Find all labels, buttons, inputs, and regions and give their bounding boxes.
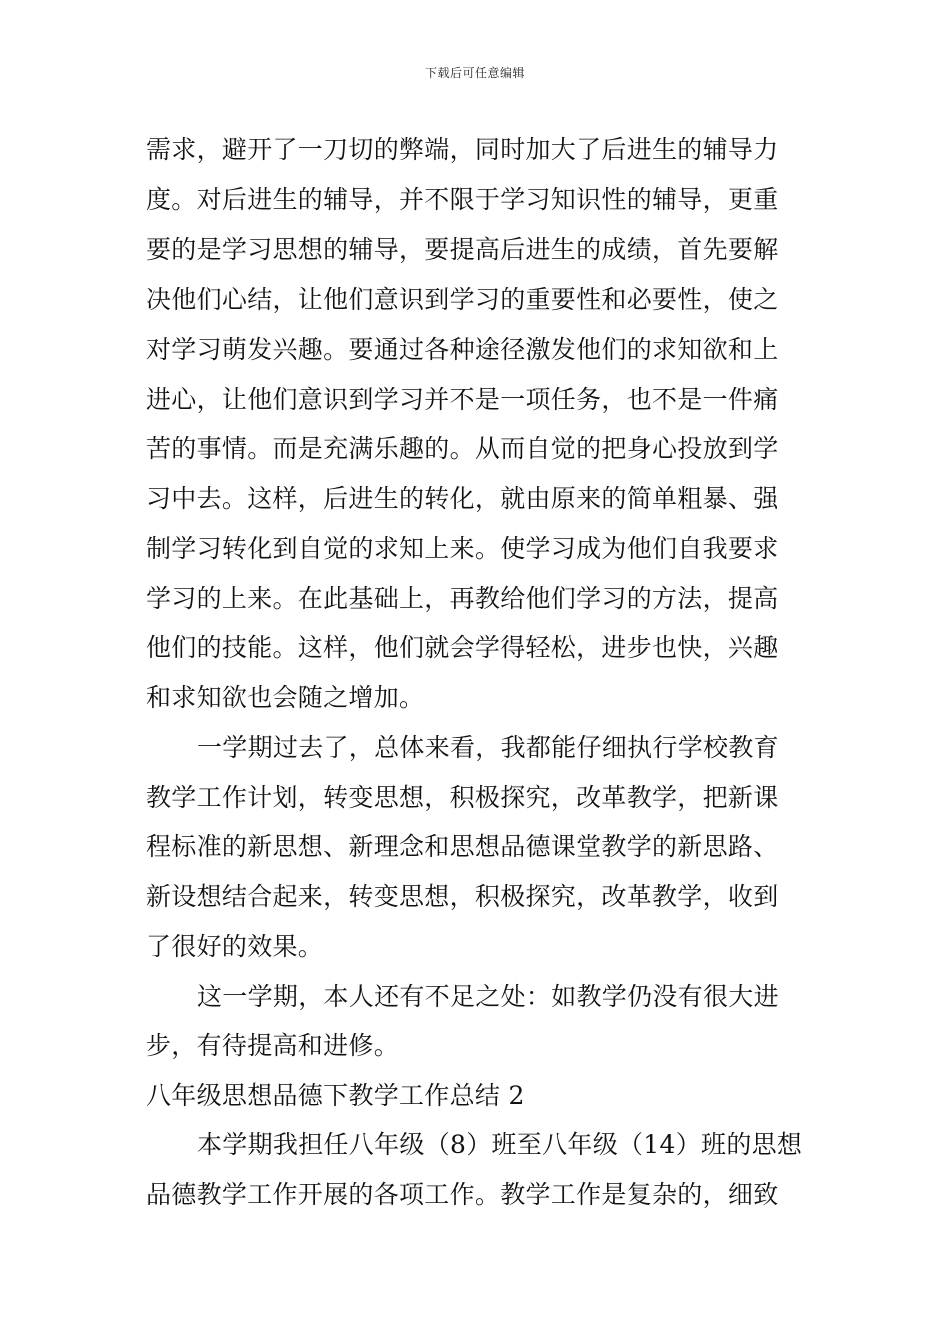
text-line: 品德教学工作开展的各项工作。教学工作是复杂的，细致 bbox=[146, 1180, 779, 1209]
text-line: 要的是学习思想的辅导，要提高后进生的成绩，首先要解 bbox=[146, 235, 779, 264]
section-heading: 八年级思想品德下教学工作总结 2 bbox=[146, 1081, 525, 1110]
text-line: 了很好的效果。 bbox=[146, 932, 324, 961]
text-line: 学习的上来。在此基础上，再教给他们学习的方法，提高 bbox=[146, 584, 779, 613]
text-line: 决他们心结，让他们意识到学习的重要性和必要性，使之 bbox=[146, 285, 779, 314]
text-line: 苦的事情。而是充满乐趣的。从而自觉的把身心投放到学 bbox=[146, 434, 779, 463]
text-line: 对学习萌发兴趣。要通过各种途径激发他们的求知欲和上 bbox=[146, 335, 779, 364]
paragraph-start-line: 这一学期，本人还有不足之处：如教学仍没有很大进 bbox=[197, 982, 779, 1011]
text-line: 他们的技能。这样，他们就会学得轻松，进步也快，兴趣 bbox=[146, 633, 779, 662]
text-line: 进心，让他们意识到学习并不是一项任务，也不是一件痛 bbox=[146, 385, 779, 414]
paragraph-start-line: 一学期过去了，总体来看，我都能仔细执行学校教育 bbox=[197, 733, 779, 762]
text-line: 制学习转化到自觉的求知上来。使学习成为他们自我要求 bbox=[146, 534, 779, 563]
text-line: 度。对后进生的辅导，并不限于学习知识性的辅导，更重 bbox=[146, 185, 779, 214]
text-line: 和求知欲也会随之增加。 bbox=[146, 683, 425, 712]
page-header: 下载后可任意编辑 bbox=[424, 66, 525, 80]
text-line: 程标准的新思想、新理念和思想品德课堂教学的新思路、 bbox=[146, 832, 779, 861]
text-line: 教学工作计划，转变思想，积极探究，改革教学，把新课 bbox=[146, 783, 779, 812]
text-line: 步，有待提高和进修。 bbox=[146, 1031, 400, 1060]
text-line: 新设想结合起来，转变思想，积极探究，改革教学，收到 bbox=[146, 882, 779, 911]
paragraph-start-line: 本学期我担任八年级（8）班至八年级（14）班的思想 bbox=[197, 1130, 803, 1159]
text-line: 习中去。这样，后进生的转化，就由原来的简单粗暴、强 bbox=[146, 484, 779, 513]
text-line: 需求，避开了一刀切的弊端，同时加大了后进生的辅导力 bbox=[146, 135, 779, 164]
